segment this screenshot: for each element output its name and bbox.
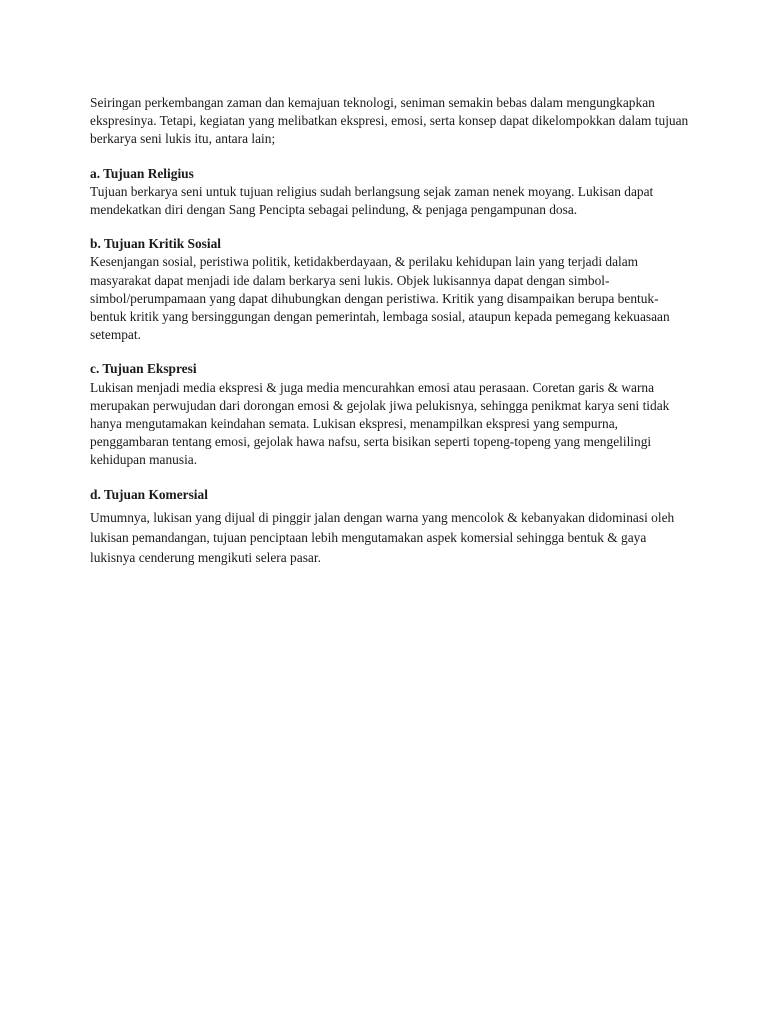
- section-komersial: [90, 486, 690, 568]
- section-religius: [90, 165, 690, 220]
- document-page: [90, 94, 690, 584]
- section-body: Tujuan berkarya seni untuk tujuan religius sudah berlangsung sejak zaman nenek moyang. Lukisan dapat mendekatkan diri dengan Sang Pencipta sebagai pelindung, & penjaga pengampunan dosa.: [90, 183, 654, 218]
- section-body: Umumnya, lukisan yang dijual di pinggir jalan dengan warna yang mencolok & kebanyakan didominasi oleh lukisan pemandangan, tujuan penciptaan lebih mengutamakan aspek komersial sehingga bentuk & gaya lukisnya cenderung mengikuti selera pasar.: [90, 509, 675, 565]
- intro-paragraph: Seiringan perkembangan zaman dan kemajuan teknologi, seniman semakin bebas dalam mengungkapkan ekspresinya. Tetapi, kegiatan yang melibatkan ekspresi, emosi, serta konsep dapat dikelompokkan dalam tujuan berkarya seni lukis itu, antara lain;: [90, 95, 689, 147]
- section-heading: b. Tujuan Kritik Sosial: [90, 236, 221, 252]
- section-kritik-sosial: [90, 235, 690, 344]
- section-body: Kesenjangan sosial, peristiwa politik, ketidakberdayaan, & perilaku kehidupan lain yang terjadi dalam masyarakat dapat menjadi ide dalam berkarya seni lukis. Objek lukisannya dapat dengan simbol-simbol/perumpamaan yang dapat dihubungkan dengan peristiwa. Kritik yang disampaikan berupa bentuk-bentuk kritik yang bersinggungan dengan pemerintah, lembaga sosial, ataupun kepada pemegang kekuasaan setempat.: [90, 254, 670, 343]
- section-body: Lukisan menjadi media ekspresi & juga media mencurahkan emosi atau perasaan. Coretan garis & warna merupakan perwujudan dari dorongan emosi & gejolak jiwa pelukisnya, sehingga penikmat karya seni tidak hanya mengutamakan keindahan semata. Lukisan ekspresi, menampilkan ekspresi yang sempurna, penggambaran tentang emosi, gejolak hawa nafsu, serta bisikan seperti topeng-topeng yang mengelilingi kehidupan manusia.: [90, 379, 670, 468]
- section-heading: c. Tujuan Ekspresi: [90, 361, 197, 377]
- section-heading: d. Tujuan Komersial: [90, 486, 208, 502]
- section-ekspresi: [90, 360, 690, 469]
- section-heading: a. Tujuan Religius: [90, 165, 194, 181]
